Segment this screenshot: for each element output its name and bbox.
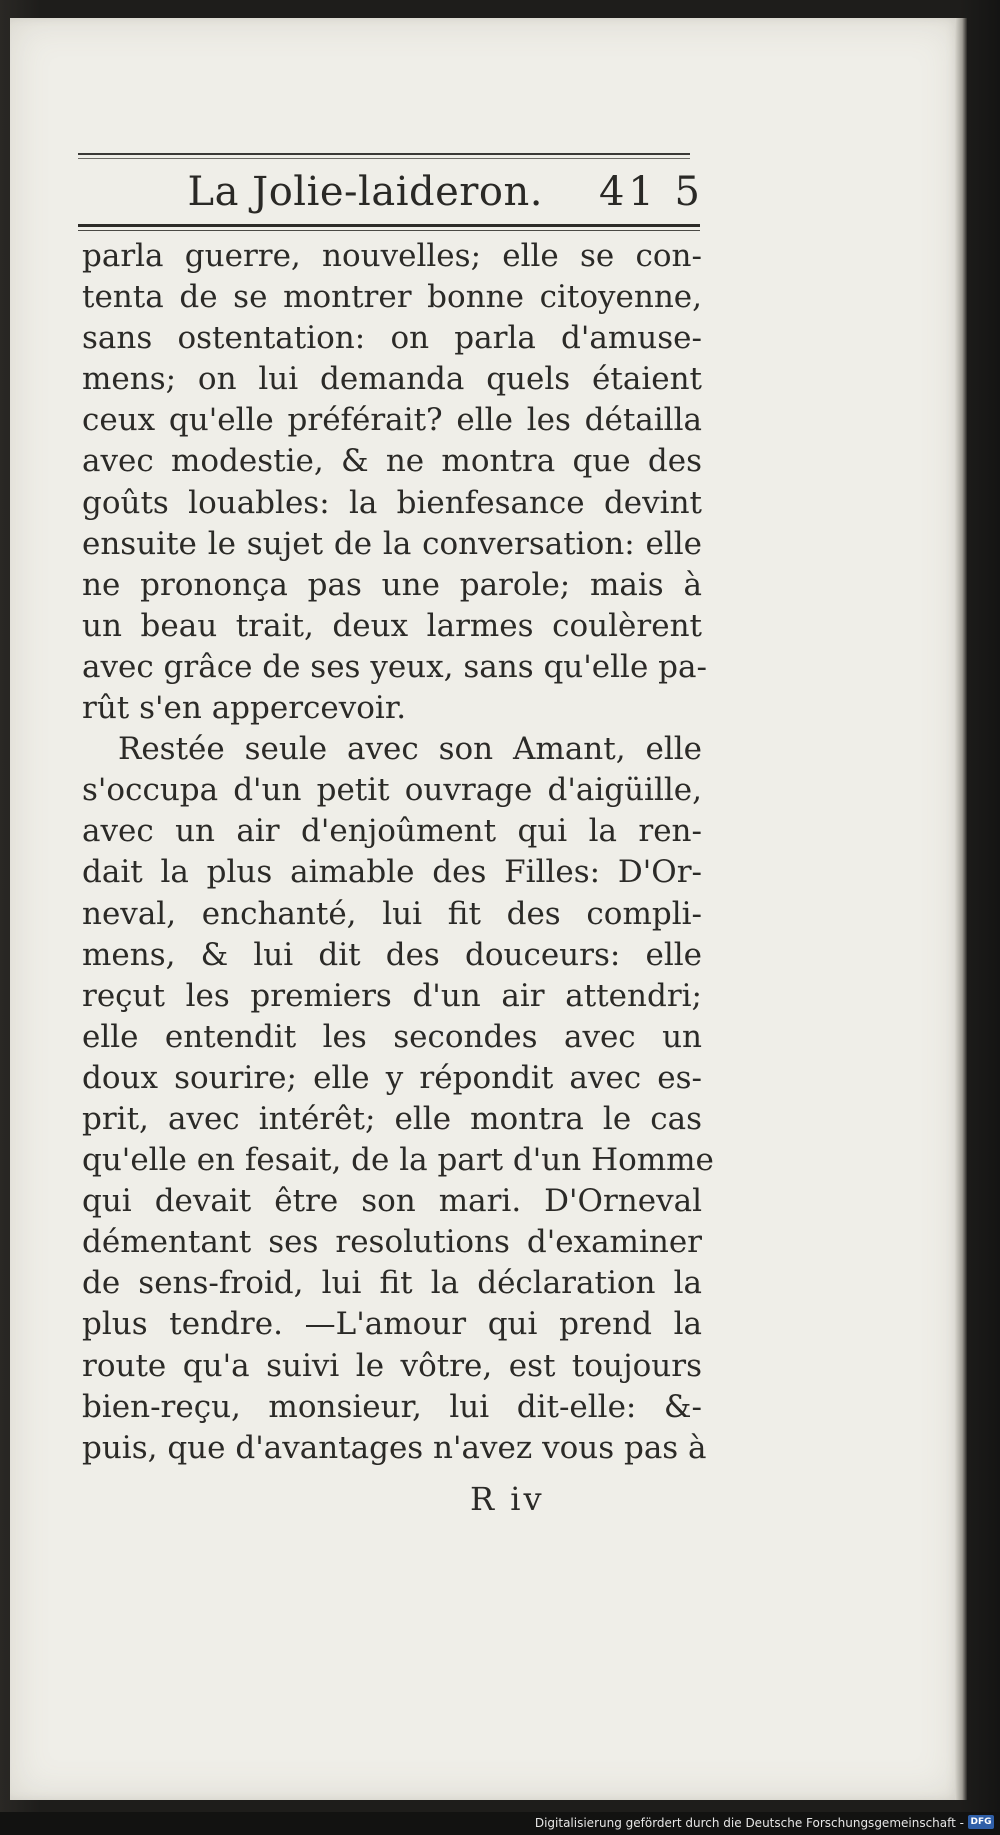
- text-line: avec grâce de ses yeux, sans qu'elle pa-: [82, 648, 707, 685]
- text-line: ceux qu'elle préférait? elle les détailla: [82, 402, 702, 439]
- text-line: s'occupa d'un petit ouvrage d'aigüille,: [82, 772, 702, 809]
- text-line: parla guerre, nouvelles; elle se con-: [82, 238, 702, 274]
- text-line: puis, que d'avantages n'avez vous pas à: [82, 1429, 707, 1466]
- running-title: La Jolie-laideron.: [187, 169, 543, 215]
- text-line: plus tendre. —L'amour qui prend la: [82, 1306, 702, 1343]
- text-line: route qu'a suivi le vôtre, est toujours: [82, 1347, 702, 1384]
- dfg-logo-icon: DFG: [968, 1815, 994, 1829]
- text-line: bien-reçu, monsieur, lui dit-elle: &-: [82, 1388, 702, 1425]
- text-line: de sens-froid, lui fit la déclaration la: [82, 1265, 702, 1302]
- text-line: qui devait être son mari. D'Orneval: [82, 1183, 702, 1220]
- top-rule-thin: [78, 158, 690, 159]
- text-line: démentant ses resolutions d'examiner: [82, 1224, 702, 1261]
- funding-credit: Digitalisierung gefördert durch die Deutsche Forschungsgemeinschaft -: [534, 1816, 964, 1830]
- page-number: 41 5: [598, 169, 704, 215]
- header-rule-thin: [78, 230, 700, 231]
- text-line: ne prononça pas une parole; mais à: [82, 566, 702, 603]
- text-line: elle entendit les secondes avec un: [82, 1018, 702, 1055]
- text-line: tenta de se montrer bonne citoyenne,: [82, 279, 702, 316]
- text-line: sans ostentation: on parla d'amuse-: [82, 320, 702, 357]
- text-line: avec modestie, & ne montra que des: [82, 443, 702, 480]
- text-line: goûts louables: la bienfesance devint: [82, 484, 702, 521]
- header-rule: [78, 224, 700, 227]
- text-line: rût s'en appercevoir.: [82, 690, 407, 727]
- text-line: un beau trait, deux larmes coulèrent: [82, 607, 702, 644]
- text-line: mens, & lui dit des douceurs: elle: [82, 936, 702, 973]
- text-line: doux sourire; elle y répondit avec es-: [82, 1059, 702, 1096]
- text-line: prit, avec intérêt; elle montra le cas: [82, 1100, 702, 1137]
- signature-mark: R iv: [470, 1480, 545, 1518]
- text-line: reçut les premiers d'un air attendri;: [82, 977, 702, 1014]
- page-edge: [955, 18, 967, 1800]
- text-line: mens; on lui demanda quels étaient: [82, 361, 702, 398]
- text-line: neval, enchanté, lui fit des compli-: [82, 895, 702, 932]
- text-line-paragraph-start: Restée seule avec son Amant, elle: [118, 731, 702, 768]
- running-head: [78, 163, 704, 221]
- top-rule: [78, 153, 690, 155]
- text-line: qu'elle en fesait, de la part d'un Homme: [82, 1142, 714, 1179]
- body-text: [82, 236, 714, 1469]
- text-line: dait la plus aimable des Filles: D'Or-: [82, 854, 702, 891]
- text-line: ensuite le sujet de la conversation: elle: [82, 525, 702, 562]
- text-line: avec un air d'enjoûment qui la ren-: [82, 813, 702, 850]
